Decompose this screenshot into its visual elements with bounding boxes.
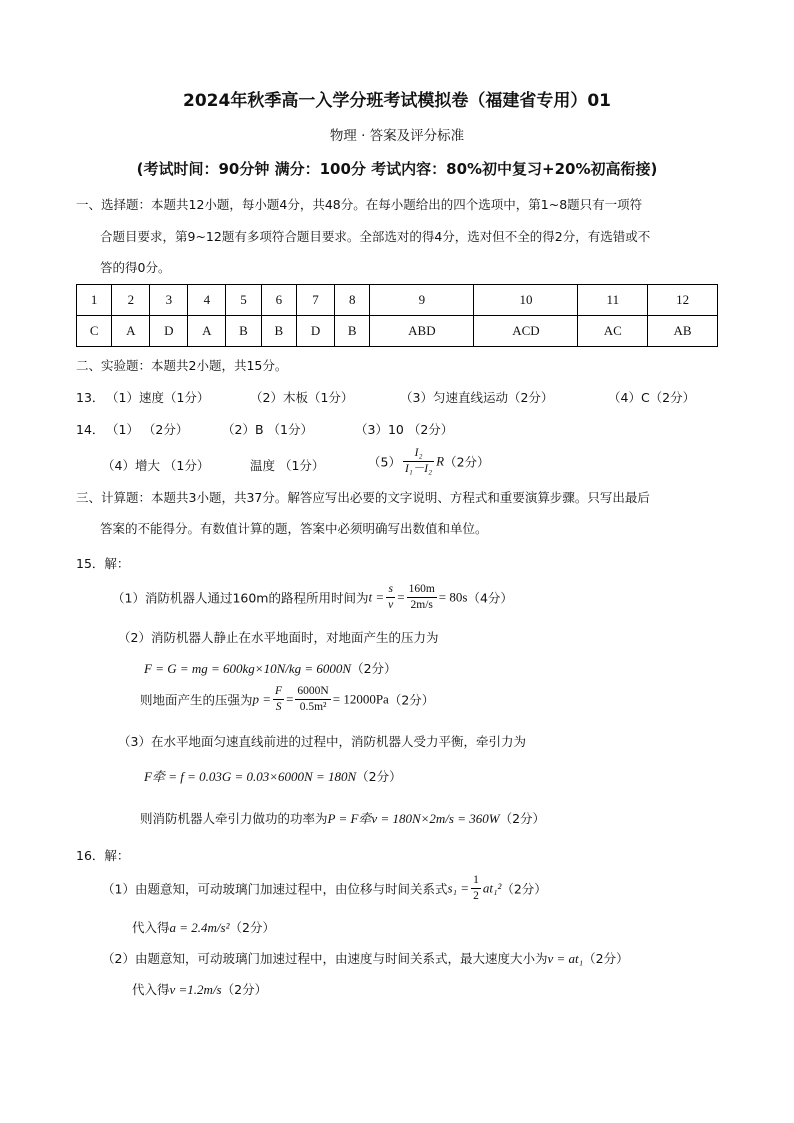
q15-part4-equation xyxy=(144,766,402,785)
table-cell-answer-5: B xyxy=(226,316,261,347)
q16-part4 xyxy=(132,980,267,998)
section1-line2: 合题目要求，第9~12题有多项符合题目要求。全部选对的得4分，选对但不全的得2分，有选错或不 xyxy=(100,229,651,244)
q16-part2-points: （2分） xyxy=(229,920,275,935)
q15-part1-points: （4分） xyxy=(467,590,513,606)
q15-part3-points: （2分） xyxy=(388,692,435,708)
q14-fraction-den: I₁－I₂ xyxy=(404,463,433,475)
q14-answer-6 xyxy=(368,446,490,477)
q15-part1-result: = 80s xyxy=(438,589,468,605)
q16-part3-text: （2）由题意知，可动玻璃门加速过程中，由速度与时间关系式，最大速度大小为 xyxy=(102,951,548,966)
table-cell-answer-8: B xyxy=(335,316,370,347)
table-cell-question-3: 3 xyxy=(150,285,188,316)
q16-part2 xyxy=(132,918,275,936)
q16-part3-points: （2分） xyxy=(583,951,629,966)
table-cell-question-4: 4 xyxy=(188,285,226,316)
q14-fraction-tail: R xyxy=(436,453,445,469)
q16-part3 xyxy=(102,949,629,967)
page-title: 2024年秋季高一入学分班考试模拟卷（福建省专用）01 xyxy=(183,91,611,111)
table-cell-answer-7: D xyxy=(297,316,335,347)
q16-part1 xyxy=(102,873,547,904)
q16-part4-points: （2分） xyxy=(221,982,268,997)
q13-number: 13． xyxy=(76,390,105,405)
q15-part4-points: （2分） xyxy=(356,769,402,784)
table-cell-question-12: 12 xyxy=(648,285,718,316)
q13-answer-2: （2）木板（1分） xyxy=(250,390,354,405)
q14-number: 14． xyxy=(76,422,105,437)
q15-part2-text: （2）消防机器人静止在水平地面时，对地面产生的压力为 xyxy=(118,630,439,645)
page-subtitle: 物理 · 答案及评分标准 xyxy=(329,128,465,144)
q16-part3-eq: v = at₁ xyxy=(547,951,584,966)
q15-part3-frac1-den: S xyxy=(275,701,282,713)
table-cell-answer-12: AB xyxy=(648,316,718,347)
table-cell-answer-2: A xyxy=(112,316,150,347)
table-cell-question-2: 2 xyxy=(112,285,150,316)
q14-answer-2: （2）B （1分） xyxy=(222,422,313,437)
table-cell-answer-9: ABD xyxy=(370,316,474,347)
q16-part1-tail: at₁² xyxy=(482,880,502,896)
q15-part5-points: （2分） xyxy=(499,811,546,826)
table-row-questions xyxy=(77,285,718,316)
section3-line2: 答案的不能得分。有数值计算的题，答案中必须明确写出数值和单位。 xyxy=(100,521,488,536)
table-row-answers xyxy=(77,316,718,347)
table-cell-question-5: 5 xyxy=(226,285,261,316)
q16-part1-frac-num: 1 xyxy=(471,873,481,889)
q15-part1-frac1-num: s xyxy=(386,582,395,598)
q14-answer-1: （1） （2分） xyxy=(106,422,189,437)
table-cell-answer-11: AC xyxy=(578,316,648,347)
q14-answer-6-points: （2分） xyxy=(444,454,490,470)
q15-part3-text: 则地面产生的压强为 xyxy=(140,692,253,708)
table-cell-answer-1: C xyxy=(77,316,112,347)
table-cell-question-8: 8 xyxy=(335,285,370,316)
q14-fraction xyxy=(403,446,434,477)
table-cell-answer-10: ACD xyxy=(474,316,578,347)
q16-part1-points: （2分） xyxy=(501,881,547,897)
q15-part1-frac2-den: 2m/s xyxy=(410,599,433,611)
q15-part3-lhs: p = xyxy=(252,691,272,707)
q14-answer-5: 温度 （1分） xyxy=(250,458,325,473)
q15-part1-frac2-num: 160m xyxy=(407,582,437,598)
answer-table xyxy=(76,284,718,347)
q15-part2-equation xyxy=(144,658,397,677)
q16-part2-eq: a = 2.4m/s² xyxy=(169,920,230,935)
q13-answer-1: （1）速度（1分） xyxy=(106,390,210,405)
q15-part1-frac1 xyxy=(386,582,395,613)
q15-part3-frac2-num: 6000N xyxy=(295,684,330,700)
q15-part3-frac2 xyxy=(295,684,330,715)
q16-part1-frac-den: 2 xyxy=(473,890,479,902)
section2-heading: 二、实验题：本题共2小题，共15分。 xyxy=(76,358,288,373)
q15-part5 xyxy=(140,808,545,827)
q16-part4-text: 代入得 xyxy=(132,982,170,997)
section1-line1: 一、选择题：本题共12小题，每小题4分，共48分。在每小题给出的四个选项中，第1~8题只有一项符 xyxy=(76,197,643,212)
q15-number: 15．解： xyxy=(76,556,130,571)
q13-answer-3: （3）匀速直线运动（2分） xyxy=(400,390,554,405)
q15-part3: 则地面产生的压强为p = $\frac{F}{S}$ = $\frac{6000N}{\text{0.5m²}}$ = 12000Pa（2分） xyxy=(140,685,435,713)
q15-part2-eq: F = G = mg = 600kg×10N/kg = 6000N xyxy=(144,661,352,676)
section3-line1: 三、计算题：本题共3小题，共37分。解答应写出必要的文字说明、方程式和重要演算步骤。只写出最后 xyxy=(76,490,650,505)
q14-answer-4: （4）增大 （1分） xyxy=(102,458,210,473)
q16-part1-lhs: s₁ = xyxy=(447,880,470,896)
q15-part1-text: （1）消防机器人通过160m的路程所用时间为 xyxy=(112,590,369,606)
table-cell-question-10: 10 xyxy=(474,285,578,316)
q16-part1-frac xyxy=(471,873,481,904)
q14-answer-3: （3）10 （2分） xyxy=(355,422,454,437)
q16-part1-text: （1）由题意知，可动玻璃门加速过程中，由位移与时间关系式 xyxy=(102,881,448,897)
table-cell-question-9: 9 xyxy=(370,285,474,316)
table-cell-question-1: 1 xyxy=(77,285,112,316)
table-cell-question-11: 11 xyxy=(578,285,648,316)
q15-part3-frac1-num: F xyxy=(273,684,284,700)
q15-part4-eq: F牵 = f = 0.03G = 0.03×6000N = 180N xyxy=(144,769,357,784)
q15-part3-frac2-den: 0.5m² xyxy=(299,701,327,713)
table-cell-question-7: 7 xyxy=(297,285,335,316)
q15-part3-result: = 12000Pa xyxy=(332,691,389,707)
q15-part2-points: （2分） xyxy=(351,661,397,676)
section1-line3: 答的得0分。 xyxy=(100,260,171,275)
q15-part1-frac1-den: v xyxy=(388,599,394,611)
q15-part1-frac2 xyxy=(407,582,437,613)
q15-part5-text: 则消防机器人牵引力做功的功率为 xyxy=(140,811,328,826)
q14-answer-6-label: （5） xyxy=(368,454,401,470)
table-cell-answer-3: D xyxy=(150,316,188,347)
table-cell-answer-6: B xyxy=(261,316,296,347)
table-cell-answer-4: A xyxy=(188,316,226,347)
q16-part2-text: 代入得 xyxy=(132,920,170,935)
q15-part3-frac1 xyxy=(273,684,284,715)
q15-part4-text: （3）在水平地面匀速直线前进的过程中，消防机器人受力平衡，牵引力为 xyxy=(118,734,526,749)
q15-part5-eq: P = F牵v = 180N×2m/s = 360W xyxy=(327,811,500,826)
q14-fraction-num: I₂ xyxy=(403,446,434,462)
q13-answer-4: （4）C（2分） xyxy=(608,390,696,405)
table-cell-question-6: 6 xyxy=(261,285,296,316)
q16-part4-eq: v =1.2m/s xyxy=(169,982,222,997)
exam-info: (考试时间：90分钟 满分：100分 考试内容：80%初中复习+20%初高衔接) xyxy=(136,160,658,178)
q16-number: 16．解： xyxy=(76,848,130,863)
q15-part1: （1）消防机器人通过160m的路程所用时间为t = $\frac{s}{v}$ = $\frac{160m}{2m/s}$ = 80s（4分） xyxy=(112,583,513,611)
q15-part1-lhs: t = xyxy=(368,589,385,605)
